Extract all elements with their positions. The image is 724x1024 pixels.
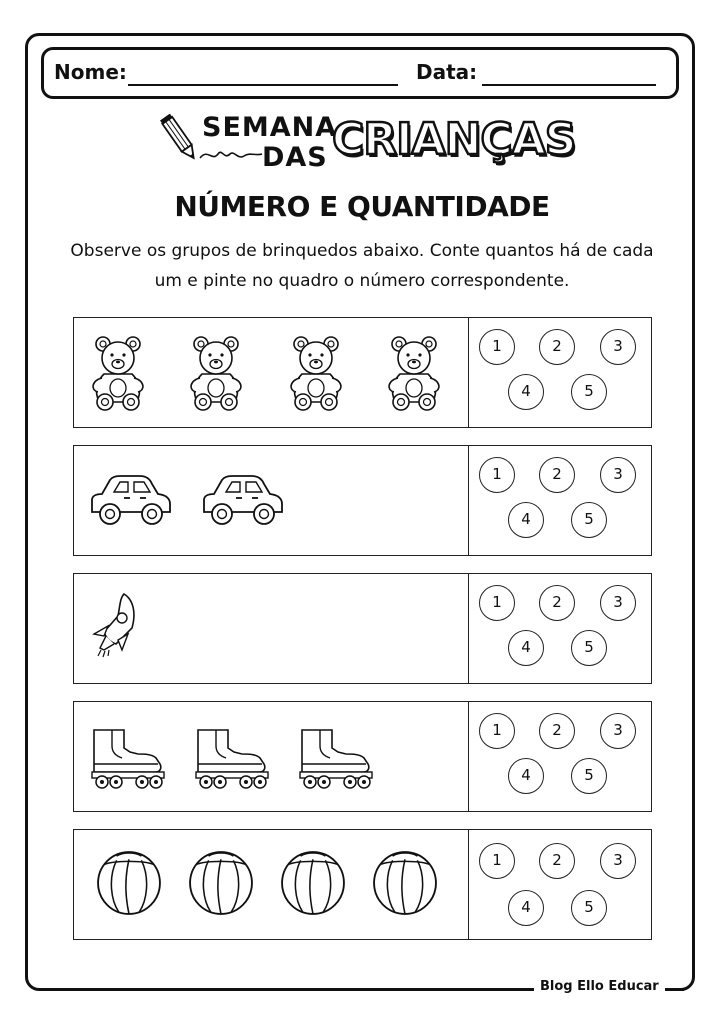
row-divider <box>468 446 469 555</box>
exercise-row-rocket <box>73 573 652 684</box>
worksheet-title: NÚMERO E QUANTIDADE <box>174 190 550 223</box>
roller-skate-icon <box>298 722 374 790</box>
footer-rule-left <box>506 988 532 991</box>
number-choice-3[interactable]: 3 <box>600 843 636 879</box>
row-divider <box>468 318 469 427</box>
number-choice-4[interactable]: 4 <box>508 758 544 794</box>
number-choice-4[interactable]: 4 <box>508 502 544 538</box>
number-choice-1[interactable]: 1 <box>479 457 515 493</box>
number-choice-1[interactable]: 1 <box>479 329 515 365</box>
number-choice-4[interactable]: 4 <box>508 630 544 666</box>
row-divider <box>468 830 469 939</box>
number-choice-4[interactable]: 4 <box>508 890 544 926</box>
teddy-bear-icon <box>188 332 244 412</box>
row-divider <box>468 702 469 811</box>
rocket-icon <box>88 592 144 662</box>
logo-line-das: DAS <box>262 142 328 173</box>
beach-ball-icon <box>372 850 438 916</box>
number-choice-2[interactable]: 2 <box>539 713 575 749</box>
exercise-row-beach-balls <box>73 829 652 940</box>
car-icon <box>88 470 174 526</box>
number-choice-5[interactable]: 5 <box>571 890 607 926</box>
teddy-bear-icon <box>288 332 344 412</box>
event-logo <box>160 108 576 178</box>
number-choice-5[interactable]: 5 <box>571 630 607 666</box>
number-choice-2[interactable]: 2 <box>539 329 575 365</box>
beach-ball-icon <box>188 850 254 916</box>
date-blank-line[interactable] <box>482 84 656 86</box>
logo-word-criancas: CRIANÇAS <box>332 114 576 165</box>
car-icon <box>200 470 286 526</box>
name-label: Nome: <box>54 60 127 84</box>
beach-ball-icon <box>280 850 346 916</box>
number-choice-2[interactable]: 2 <box>539 843 575 879</box>
number-choice-4[interactable]: 4 <box>508 374 544 410</box>
number-choice-1[interactable]: 1 <box>479 713 515 749</box>
beach-ball-icon <box>96 850 162 916</box>
number-choice-5[interactable]: 5 <box>571 374 607 410</box>
teddy-bear-icon <box>386 332 442 412</box>
roller-skate-icon <box>194 722 270 790</box>
name-blank-line[interactable] <box>128 84 398 86</box>
number-choice-3[interactable]: 3 <box>600 457 636 493</box>
number-choice-3[interactable]: 3 <box>600 585 636 621</box>
logo-line-semana: SEMANA <box>202 112 338 143</box>
date-label: Data: <box>416 60 478 84</box>
pencil-icon <box>160 114 202 166</box>
student-info-header <box>41 47 679 99</box>
number-choice-5[interactable]: 5 <box>571 758 607 794</box>
exercise-row-teddy-bears <box>73 317 652 428</box>
number-choice-3[interactable]: 3 <box>600 713 636 749</box>
instructions-text: Observe os grupos de brinquedos abaixo. Conte quantos há de cada um e pinte no quadro o número correspondente. <box>70 241 654 291</box>
teddy-bear-icon <box>90 332 146 412</box>
exercise-row-cars <box>73 445 652 556</box>
number-choice-2[interactable]: 2 <box>539 585 575 621</box>
number-choice-1[interactable]: 1 <box>479 585 515 621</box>
number-choice-3[interactable]: 3 <box>600 329 636 365</box>
number-choice-5[interactable]: 5 <box>571 502 607 538</box>
footer-credit: Blog Ello Educar <box>534 979 665 994</box>
exercise-row-roller-skates <box>73 701 652 812</box>
number-choice-2[interactable]: 2 <box>539 457 575 493</box>
row-divider <box>468 574 469 683</box>
number-choice-1[interactable]: 1 <box>479 843 515 879</box>
handwriting-flourish <box>198 144 264 164</box>
roller-skate-icon <box>90 722 166 790</box>
